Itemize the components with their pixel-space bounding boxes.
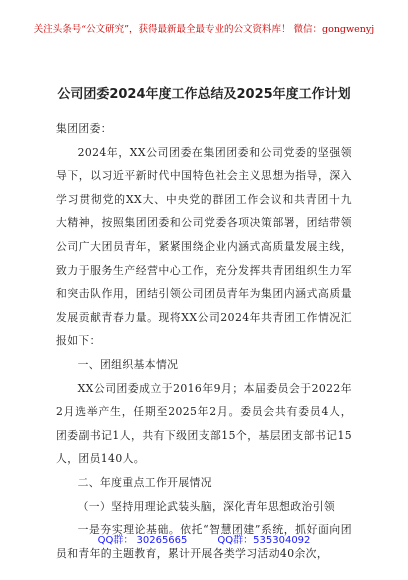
subsection-paragraph: 一是夯实理论基础。依托“智慧团建”系统，抓好面向团员和青年的主题教育，累计开展各类学习活动40余次， [56, 523, 352, 560]
footer-contact [0, 534, 408, 548]
section-heading: 一、团组织基本情况 [77, 357, 179, 371]
section-heading: 二、年度重点工作开展情况 [77, 475, 212, 489]
header-note: 关注头条号“公文研究”，获得最新最全最专业的公文资料库！ 微信：gongwenyj [33, 24, 375, 35]
qq-group-2: QQ群：535304092 [217, 535, 311, 546]
subsection-heading: （一）坚持用理论武装头脑，深化青年思想政治引领 [77, 499, 336, 513]
salutation: 集团团委： [56, 122, 112, 135]
qq-group-1: QQ群： 30265665 [97, 535, 188, 546]
document-body [56, 117, 352, 565]
document-title: 公司团委2024年度工作总结及2025年度工作计划 [57, 87, 351, 102]
section-paragraph: XX公司团委成立于2016年9月；本届委员会于2022年2月选举产生，任期至2025年2月。委员会共有委员4人，团委副书记1人，共有下级团支部15个，基层团支部书记15人，团员140人。 [56, 381, 352, 466]
intro-paragraph: 2024年，XX公司团委在集团团委和公司党委的坚强领导下，以习近平新时代中国特色社会主义思想为指导，深入学习贯彻党的XX大、中央党的群团工作会议和共青团十九大精神，按照集团团委和公司党委各项决策部署，团结带领公司广大团员青年，紧紧围绕企业内涵式高质量发展主线，致力于服务生产经营中心工作，充分发挥共青团组织生力军和突击队作用，团结引领公司团员青年为集团内涵式高质量发展贡献青春力量。现将XX公司2024年共青团工作情况汇报如下： [56, 145, 352, 348]
